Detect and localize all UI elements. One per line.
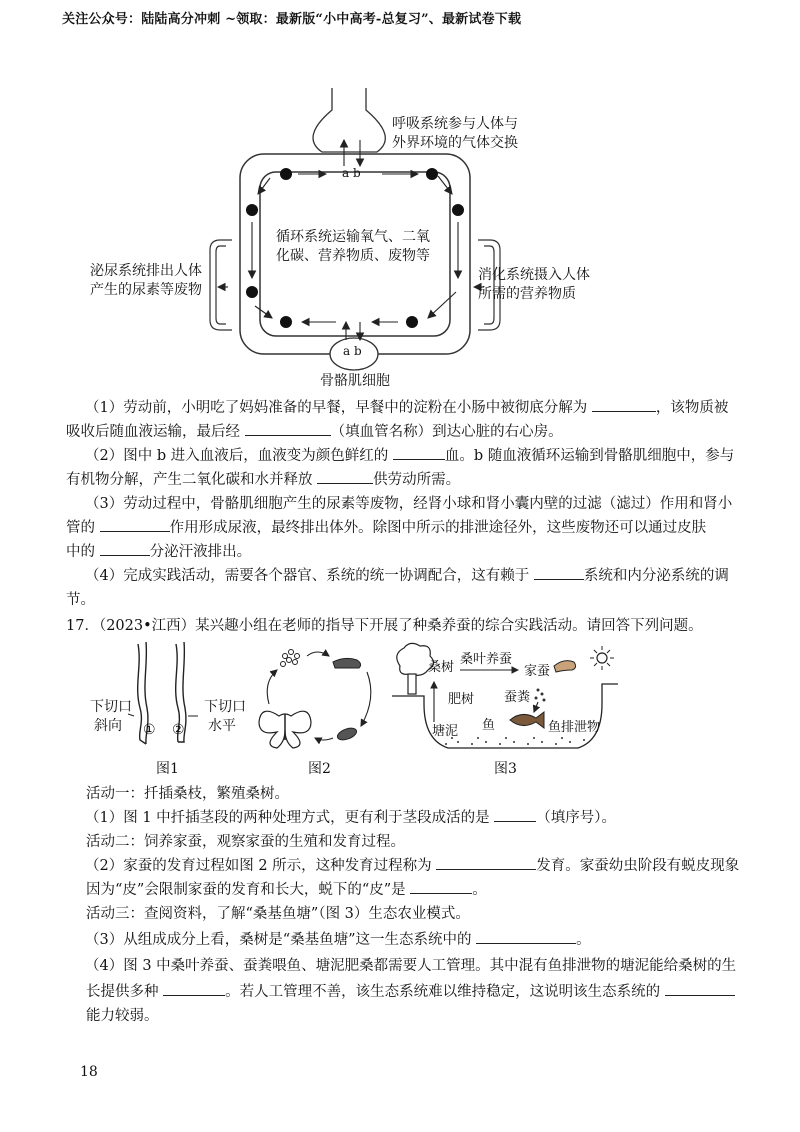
page-header: 关注公众号：陆陆高分冲刺 ~领取：最新版“小中高考-总复习”、最新试卷下载 (62, 12, 522, 27)
fig1-right-label: 下切口 水平 (204, 699, 246, 734)
fig3-mulberry: 桑树 (428, 660, 455, 675)
fig3-excreta: 鱼排泄物 (548, 720, 601, 735)
ab-top-label: a b (342, 166, 361, 180)
fig1-number-1: ① (143, 722, 156, 738)
answer-blank[interactable] (476, 928, 576, 944)
fig3-fish: 鱼 (482, 718, 496, 733)
q16-part2-cont: 有机物分解，产生二氧化碳和水并释放 供劳动所需。 (66, 468, 756, 492)
digestive-label: 消化系统摄入人体 所需的营养物质 (478, 267, 590, 302)
q16-part4-cont: 节。 (66, 592, 95, 608)
q16-part1: （1）劳动前，小明吃了妈妈准备的早餐，早餐中的淀粉在小肠中被彻底分解为 ，该物质被 (85, 396, 775, 420)
q17-part4-cont2: 能力较弱。 (86, 1008, 159, 1024)
fig3-feed: 桑叶养蚕 (460, 652, 513, 667)
page-number: 18 (80, 1064, 98, 1080)
fig3-silkworm: 家蚕 (524, 664, 551, 679)
answer-blank[interactable] (665, 980, 735, 996)
q17-part1: （1）图 1 中扦插茎段的两种处理方式，更有利于茎段成活的是 （填序号）。 (85, 806, 775, 830)
q16-part3: （3）劳动过程中，骨骼肌细胞产生的尿素等废物，经肾小球和肾小囊内壁的过滤（滤过）作用和肾小 (85, 496, 733, 512)
q16-part1-cont: 吸收后随血液运输，最后经 （填血管名称）到达心脏的右心房。 (66, 420, 756, 444)
circulatory-label: 循环系统运输氧气、二氧 化碳、营养物质、废物等 (276, 229, 430, 264)
q16-part2: （2）图中 b 进入血液后，血液变为颜色鲜红的 血。b 随血液循环运输到骨骼肌细胞中，参与 (85, 444, 775, 468)
muscle-cell-label: 骨骼肌细胞 (320, 373, 390, 389)
activity-3: 活动三：查阅资料，了解“桑基鱼塘”（图 3）生态农业模式。 (86, 906, 470, 922)
fig2-caption: 图2 (308, 761, 331, 777)
answer-blank[interactable] (436, 854, 536, 870)
figure1-cuttings (90, 636, 260, 756)
answer-blank[interactable] (592, 396, 656, 412)
q17-part2-cont: 因为“皮”会限制家蚕的发育和长大，蜕下的“皮”是 。 (86, 878, 776, 902)
q17-part4: （4）图 3 中桑叶养蚕、蚕粪喂鱼、塘泥肥桑都需要人工管理。其中混有鱼排泄物的塘泥能给桑树的生 (85, 958, 737, 974)
answer-blank[interactable] (317, 468, 373, 484)
fig1-number-2: ② (172, 722, 185, 738)
respiratory-label: 呼吸系统参与人体与 外界环境的气体交换 (392, 116, 518, 151)
answer-blank[interactable] (534, 564, 584, 580)
q17-part3: （3）从组成成分上看，桑树是“桑基鱼塘”这一生态系统中的 。 (85, 928, 775, 952)
answer-blank[interactable] (393, 444, 445, 460)
fig1-caption: 图1 (156, 761, 179, 777)
answer-blank[interactable] (163, 980, 225, 996)
fig3-feces: 蚕粪 (504, 690, 531, 705)
q17-part2: （2）家蚕的发育过程如图 2 所示，这种发育过程称为 发育。家蚕幼虫阶段有蜕皮现象 (85, 854, 775, 878)
q17-intro: 17．（2023•江西）某兴趣小组在老师的指导下开展了种桑养蚕的综合实践活动。请回答下列问题。 (66, 618, 703, 634)
q17-part4-cont: 长提供多种 。若人工管理不善，该生态系统难以维持稳定，这说明该生态系统的 (86, 980, 776, 1004)
urinary-label: 泌尿系统排出人体 产生的尿素等废物 (90, 263, 202, 298)
answer-blank[interactable] (100, 540, 150, 556)
q16-part4: （4）完成实践活动，需要各个器官、系统的统一协调配合，这有赖于 系统和内分泌系统的调 (85, 564, 775, 588)
answer-blank[interactable] (494, 806, 536, 822)
q16-part3-cont: 管的 作用形成尿液，最终排出体外。除图中所示的排泄途径外，这些废物还可以通过皮肤 (66, 516, 756, 540)
fig3-caption: 图3 (494, 761, 517, 777)
activity-1: 活动一：扦插桑枝，繁殖桑树。 (86, 786, 289, 802)
answer-blank[interactable] (100, 516, 170, 532)
answer-blank[interactable] (410, 878, 472, 894)
ab-bottom-label: a b (343, 344, 362, 358)
q16-part3-cont2: 中的 分泌汗液排出。 (66, 540, 756, 564)
fig3-mud: 塘泥 (432, 724, 459, 739)
activity-2: 活动二：饲养家蚕，观察家蚕的生殖和发育过程。 (86, 834, 405, 850)
fig3-fertilize: 肥树 (448, 692, 475, 707)
answer-blank[interactable] (245, 420, 331, 436)
figure2-life-cycle (255, 642, 385, 758)
fig1-left-label: 下切口 斜向 (90, 699, 132, 734)
